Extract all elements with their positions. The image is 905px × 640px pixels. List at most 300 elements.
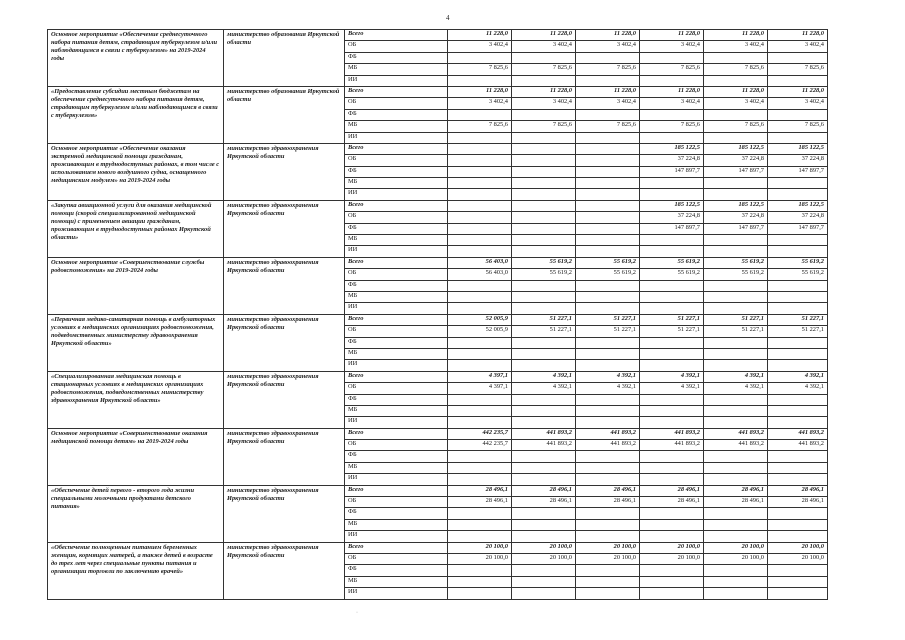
amount-cell: 51 227,1: [704, 326, 768, 337]
funding-source: ОБ: [345, 553, 448, 564]
amount-cell: 3 402,4: [576, 98, 640, 109]
amount-cell: [768, 519, 828, 530]
executor-name: министерство образования Иркутской области: [224, 86, 345, 143]
amount-cell: [576, 394, 640, 405]
amount-cell: [576, 166, 640, 177]
amount-cell: 442 235,7: [448, 428, 512, 439]
amount-cell: [448, 508, 512, 519]
amount-cell: 7 825,6: [576, 121, 640, 132]
amount-cell: 7 825,6: [640, 64, 704, 75]
amount-cell: [576, 360, 640, 371]
funding-source: МБ: [345, 235, 448, 246]
amount-cell: 7 825,6: [704, 121, 768, 132]
amount-cell: 11 228,0: [704, 86, 768, 97]
amount-cell: [640, 588, 704, 599]
budget-table: [47, 29, 828, 600]
funding-source: ОБ: [345, 326, 448, 337]
funding-source: ИИ: [345, 132, 448, 143]
amount-cell: [704, 235, 768, 246]
amount-cell: [768, 189, 828, 200]
amount-cell: [640, 394, 704, 405]
amount-cell: [640, 109, 704, 120]
table-row: [48, 30, 828, 41]
amount-cell: [640, 132, 704, 143]
amount-cell: [512, 75, 576, 86]
amount-cell: [768, 291, 828, 302]
amount-cell: [704, 291, 768, 302]
amount-cell: 11 228,0: [768, 30, 828, 41]
activity-name: Основное мероприятие «Обеспечение среднесуточного набора питания детям, страдающим туберкулезом и/или наблюдающимся в связи с туберкулезом» на 2019-2024 годы: [48, 30, 224, 87]
amount-cell: 20 100,0: [704, 553, 768, 564]
amount-cell: [512, 178, 576, 189]
amount-cell: 51 227,1: [768, 314, 828, 325]
amount-cell: 55 619,2: [704, 269, 768, 280]
funding-source: ОБ: [345, 212, 448, 223]
amount-cell: 11 228,0: [576, 30, 640, 41]
amount-cell: [512, 474, 576, 485]
amount-cell: [640, 235, 704, 246]
amount-cell: 11 228,0: [448, 30, 512, 41]
funding-source: ОБ: [345, 269, 448, 280]
funding-source: ОБ: [345, 41, 448, 52]
amount-cell: [512, 143, 576, 154]
amount-cell: [448, 565, 512, 576]
amount-cell: [640, 531, 704, 542]
amount-cell: 37 224,8: [768, 212, 828, 223]
amount-cell: [768, 474, 828, 485]
funding-source: ИИ: [345, 531, 448, 542]
amount-cell: [448, 394, 512, 405]
amount-cell: 11 228,0: [512, 86, 576, 97]
amount-cell: [704, 417, 768, 428]
amount-cell: [640, 52, 704, 63]
amount-cell: 441 893,2: [640, 440, 704, 451]
activity-name: «Предоставление субсидии местным бюджетам на обеспечение среднесуточного набора питания детям, страдающим туберкулезом и/или наблюдающимся в связи с туберкулезом»: [48, 86, 224, 143]
funding-source: ОБ: [345, 383, 448, 394]
funding-source: ФБ: [345, 223, 448, 234]
amount-cell: [768, 565, 828, 576]
amount-cell: [768, 246, 828, 257]
amount-cell: [768, 531, 828, 542]
amount-cell: [448, 417, 512, 428]
amount-cell: [576, 178, 640, 189]
amount-cell: 37 224,8: [768, 155, 828, 166]
amount-cell: 37 224,8: [704, 155, 768, 166]
amount-cell: 55 619,2: [640, 269, 704, 280]
amount-cell: 52 005,9: [448, 314, 512, 325]
amount-cell: [704, 405, 768, 416]
amount-cell: [576, 588, 640, 599]
amount-cell: [768, 394, 828, 405]
amount-cell: 3 402,4: [768, 98, 828, 109]
amount-cell: [512, 109, 576, 120]
executor-name: министерство здравоохранения Иркутской области: [224, 485, 345, 542]
amount-cell: 441 893,2: [576, 428, 640, 439]
amount-cell: [640, 565, 704, 576]
amount-cell: [512, 462, 576, 473]
amount-cell: [704, 588, 768, 599]
amount-cell: [448, 576, 512, 587]
amount-cell: 442 235,7: [448, 440, 512, 451]
amount-cell: [448, 223, 512, 234]
amount-cell: [576, 109, 640, 120]
amount-cell: 441 893,2: [512, 440, 576, 451]
funding-source: МБ: [345, 64, 448, 75]
amount-cell: 4 392,1: [640, 371, 704, 382]
amount-cell: [640, 405, 704, 416]
amount-cell: [512, 576, 576, 587]
executor-name: министерство здравоохранения Иркутской области: [224, 542, 345, 599]
amount-cell: 28 496,1: [768, 497, 828, 508]
amount-cell: [704, 519, 768, 530]
funding-source: ФБ: [345, 337, 448, 348]
amount-cell: 28 496,1: [576, 497, 640, 508]
executor-name: министерство здравоохранения Иркутской области: [224, 200, 345, 257]
funding-source: ФБ: [345, 508, 448, 519]
amount-cell: 3 402,4: [448, 41, 512, 52]
amount-cell: [768, 417, 828, 428]
funding-source: ИИ: [345, 189, 448, 200]
table-row: [48, 485, 828, 496]
amount-cell: 20 100,0: [640, 542, 704, 553]
amount-cell: 147 897,7: [640, 166, 704, 177]
amount-cell: 147 897,7: [768, 166, 828, 177]
amount-cell: [448, 531, 512, 542]
amount-cell: [576, 337, 640, 348]
amount-cell: [448, 360, 512, 371]
funding-source: Всего: [345, 30, 448, 41]
funding-source: Всего: [345, 428, 448, 439]
amount-cell: 7 825,6: [768, 64, 828, 75]
amount-cell: 185 122,5: [768, 143, 828, 154]
amount-cell: [448, 132, 512, 143]
funding-source: ОБ: [345, 497, 448, 508]
amount-cell: 7 825,6: [576, 64, 640, 75]
amount-cell: [448, 303, 512, 314]
funding-source: Всего: [345, 485, 448, 496]
amount-cell: [448, 212, 512, 223]
amount-cell: [448, 291, 512, 302]
amount-cell: [512, 246, 576, 257]
amount-cell: 55 619,2: [576, 257, 640, 268]
amount-cell: [448, 52, 512, 63]
amount-cell: [576, 291, 640, 302]
amount-cell: [448, 178, 512, 189]
amount-cell: [640, 75, 704, 86]
amount-cell: [768, 348, 828, 359]
amount-cell: [512, 405, 576, 416]
amount-cell: 7 825,6: [512, 121, 576, 132]
amount-cell: 51 227,1: [704, 314, 768, 325]
executor-name: министерство здравоохранения Иркутской области: [224, 371, 345, 428]
amount-cell: [448, 405, 512, 416]
funding-source: Всего: [345, 86, 448, 97]
amount-cell: [704, 576, 768, 587]
amount-cell: [448, 462, 512, 473]
amount-cell: [768, 337, 828, 348]
executor-name: министерство здравоохранения Иркутской области: [224, 314, 345, 371]
amount-cell: [448, 348, 512, 359]
amount-cell: 56 403,0: [448, 257, 512, 268]
amount-cell: 147 897,7: [704, 166, 768, 177]
amount-cell: [576, 531, 640, 542]
amount-cell: [512, 417, 576, 428]
amount-cell: 7 825,6: [448, 64, 512, 75]
funding-source: ОБ: [345, 155, 448, 166]
amount-cell: [512, 451, 576, 462]
amount-cell: 11 228,0: [640, 30, 704, 41]
amount-cell: 11 228,0: [704, 30, 768, 41]
amount-cell: [640, 508, 704, 519]
amount-cell: 4 392,1: [640, 383, 704, 394]
amount-cell: [448, 588, 512, 599]
amount-cell: [768, 178, 828, 189]
amount-cell: 7 825,6: [768, 121, 828, 132]
amount-cell: [768, 588, 828, 599]
amount-cell: 20 100,0: [768, 542, 828, 553]
activity-name: Основное мероприятие «Совершенствование оказания медицинской помощи детям» на 2019-2024 годы: [48, 428, 224, 485]
amount-cell: 11 228,0: [640, 86, 704, 97]
amount-cell: 28 496,1: [512, 497, 576, 508]
amount-cell: [512, 303, 576, 314]
amount-cell: [448, 280, 512, 291]
amount-cell: 55 619,2: [768, 269, 828, 280]
funding-source: ИИ: [345, 360, 448, 371]
funding-source: ОБ: [345, 440, 448, 451]
amount-cell: 11 228,0: [512, 30, 576, 41]
amount-cell: [448, 166, 512, 177]
amount-cell: 441 893,2: [704, 440, 768, 451]
amount-cell: 147 897,7: [704, 223, 768, 234]
amount-cell: 3 402,4: [768, 41, 828, 52]
amount-cell: 51 227,1: [640, 314, 704, 325]
amount-cell: [576, 143, 640, 154]
amount-cell: 185 122,5: [704, 200, 768, 211]
amount-cell: [640, 280, 704, 291]
amount-cell: [576, 212, 640, 223]
funding-source: ФБ: [345, 52, 448, 63]
funding-source: МБ: [345, 178, 448, 189]
amount-cell: [640, 451, 704, 462]
amount-cell: [704, 75, 768, 86]
funding-source: ИИ: [345, 588, 448, 599]
amount-cell: 185 122,5: [640, 200, 704, 211]
amount-cell: [704, 303, 768, 314]
amount-cell: [576, 280, 640, 291]
funding-source: МБ: [345, 576, 448, 587]
amount-cell: [512, 588, 576, 599]
amount-cell: 3 402,4: [640, 98, 704, 109]
funding-source: МБ: [345, 519, 448, 530]
funding-source: ИИ: [345, 474, 448, 485]
amount-cell: 4 397,1: [448, 383, 512, 394]
funding-source: Всего: [345, 257, 448, 268]
amount-cell: 7 825,6: [640, 121, 704, 132]
amount-cell: [512, 166, 576, 177]
funding-source: ИИ: [345, 246, 448, 257]
table-row: [48, 86, 828, 97]
funding-source: ФБ: [345, 451, 448, 462]
amount-cell: [704, 394, 768, 405]
amount-cell: [704, 189, 768, 200]
amount-cell: [512, 337, 576, 348]
funding-source: МБ: [345, 291, 448, 302]
amount-cell: 51 227,1: [576, 314, 640, 325]
amount-cell: [640, 337, 704, 348]
amount-cell: [512, 531, 576, 542]
amount-cell: [768, 405, 828, 416]
table-row: [48, 257, 828, 268]
amount-cell: [448, 235, 512, 246]
amount-cell: [448, 189, 512, 200]
activity-name: «Закупка авиационной услуги для оказания медицинской помощи (скорой специализированной медицинской помощи) с применением авиации гражданам, проживающим в труднодоступных районах Иркутской области»: [48, 200, 224, 257]
amount-cell: [576, 235, 640, 246]
amount-cell: [768, 132, 828, 143]
amount-cell: [576, 405, 640, 416]
amount-cell: [576, 132, 640, 143]
amount-cell: [576, 451, 640, 462]
amount-cell: 20 100,0: [576, 553, 640, 564]
amount-cell: 11 228,0: [576, 86, 640, 97]
amount-cell: [448, 337, 512, 348]
table-row: [48, 200, 828, 211]
amount-cell: 4 392,1: [512, 371, 576, 382]
funding-source: ФБ: [345, 394, 448, 405]
amount-cell: 4 392,1: [576, 383, 640, 394]
amount-cell: [512, 565, 576, 576]
funding-source: Всего: [345, 371, 448, 382]
amount-cell: 3 402,4: [704, 98, 768, 109]
scan-mark: ·: [356, 610, 358, 616]
table-row: [48, 143, 828, 154]
amount-cell: [704, 565, 768, 576]
amount-cell: [640, 360, 704, 371]
amount-cell: [512, 348, 576, 359]
amount-cell: 4 392,1: [768, 371, 828, 382]
amount-cell: [768, 280, 828, 291]
amount-cell: [768, 303, 828, 314]
amount-cell: [576, 576, 640, 587]
amount-cell: [704, 246, 768, 257]
activity-name: Основное мероприятие «Совершенствование службы родовспоможения» на 2019-2024 годы: [48, 257, 224, 314]
amount-cell: [576, 417, 640, 428]
amount-cell: [576, 303, 640, 314]
funding-source: ФБ: [345, 109, 448, 120]
amount-cell: 185 122,5: [768, 200, 828, 211]
amount-cell: [512, 291, 576, 302]
amount-cell: 20 100,0: [512, 542, 576, 553]
amount-cell: [448, 143, 512, 154]
amount-cell: 28 496,1: [640, 485, 704, 496]
funding-source: МБ: [345, 121, 448, 132]
activity-name: «Первичная медико-санитарная помощь в амбулаторных условиях в медицинских организациях родовспоможения, подведомственных министерству здравоохранения Иркутской области»: [48, 314, 224, 371]
amount-cell: 20 100,0: [640, 553, 704, 564]
amount-cell: 441 893,2: [512, 428, 576, 439]
funding-source: ИИ: [345, 75, 448, 86]
amount-cell: 20 100,0: [576, 542, 640, 553]
amount-cell: [768, 462, 828, 473]
amount-cell: [768, 451, 828, 462]
amount-cell: [768, 52, 828, 63]
executor-name: министерство здравоохранения Иркутской области: [224, 428, 345, 485]
amount-cell: 4 392,1: [768, 383, 828, 394]
amount-cell: 28 496,1: [704, 497, 768, 508]
amount-cell: [512, 223, 576, 234]
amount-cell: 7 825,6: [512, 64, 576, 75]
amount-cell: [704, 348, 768, 359]
funding-source: ИИ: [345, 417, 448, 428]
amount-cell: 51 227,1: [512, 326, 576, 337]
amount-cell: [768, 360, 828, 371]
funding-source: Всего: [345, 143, 448, 154]
amount-cell: 4 392,1: [576, 371, 640, 382]
amount-cell: 147 897,7: [768, 223, 828, 234]
amount-cell: 4 392,1: [704, 383, 768, 394]
amount-cell: [448, 474, 512, 485]
amount-cell: 28 496,1: [448, 485, 512, 496]
amount-cell: [640, 519, 704, 530]
amount-cell: [512, 519, 576, 530]
amount-cell: [640, 246, 704, 257]
amount-cell: [448, 246, 512, 257]
amount-cell: 55 619,2: [768, 257, 828, 268]
amount-cell: [640, 178, 704, 189]
amount-cell: [704, 280, 768, 291]
amount-cell: 441 893,2: [640, 428, 704, 439]
amount-cell: [512, 200, 576, 211]
amount-cell: 37 224,8: [640, 155, 704, 166]
amount-cell: 3 402,4: [512, 98, 576, 109]
amount-cell: 55 619,2: [512, 269, 576, 280]
amount-cell: 28 496,1: [512, 485, 576, 496]
executor-name: министерство здравоохранения Иркутской области: [224, 143, 345, 200]
funding-source: ИИ: [345, 303, 448, 314]
amount-cell: 147 897,7: [640, 223, 704, 234]
amount-cell: [704, 360, 768, 371]
page-number: 4: [446, 14, 450, 22]
amount-cell: [640, 348, 704, 359]
amount-cell: 20 100,0: [512, 553, 576, 564]
table-row: [48, 314, 828, 325]
funding-source: МБ: [345, 405, 448, 416]
table-row: [48, 542, 828, 553]
amount-cell: 55 619,2: [576, 269, 640, 280]
amount-cell: [512, 360, 576, 371]
amount-cell: [640, 303, 704, 314]
amount-cell: [768, 508, 828, 519]
amount-cell: 37 224,8: [704, 212, 768, 223]
amount-cell: 28 496,1: [640, 497, 704, 508]
amount-cell: [704, 451, 768, 462]
amount-cell: [576, 519, 640, 530]
amount-cell: 20 100,0: [448, 542, 512, 553]
amount-cell: [704, 132, 768, 143]
amount-cell: 28 496,1: [576, 485, 640, 496]
amount-cell: [576, 200, 640, 211]
funding-source: МБ: [345, 462, 448, 473]
activity-name: «Специализированная медицинская помощь в стационарных условиях в медицинских организациях родовспоможения, подведомственных министерству здравоохранения Иркутской области»: [48, 371, 224, 428]
amount-cell: [704, 508, 768, 519]
amount-cell: [576, 474, 640, 485]
amount-cell: 441 893,2: [768, 440, 828, 451]
amount-cell: [768, 576, 828, 587]
amount-cell: [512, 132, 576, 143]
amount-cell: 3 402,4: [448, 98, 512, 109]
amount-cell: 52 005,9: [448, 326, 512, 337]
amount-cell: [704, 462, 768, 473]
amount-cell: 441 893,2: [704, 428, 768, 439]
amount-cell: 51 227,1: [640, 326, 704, 337]
